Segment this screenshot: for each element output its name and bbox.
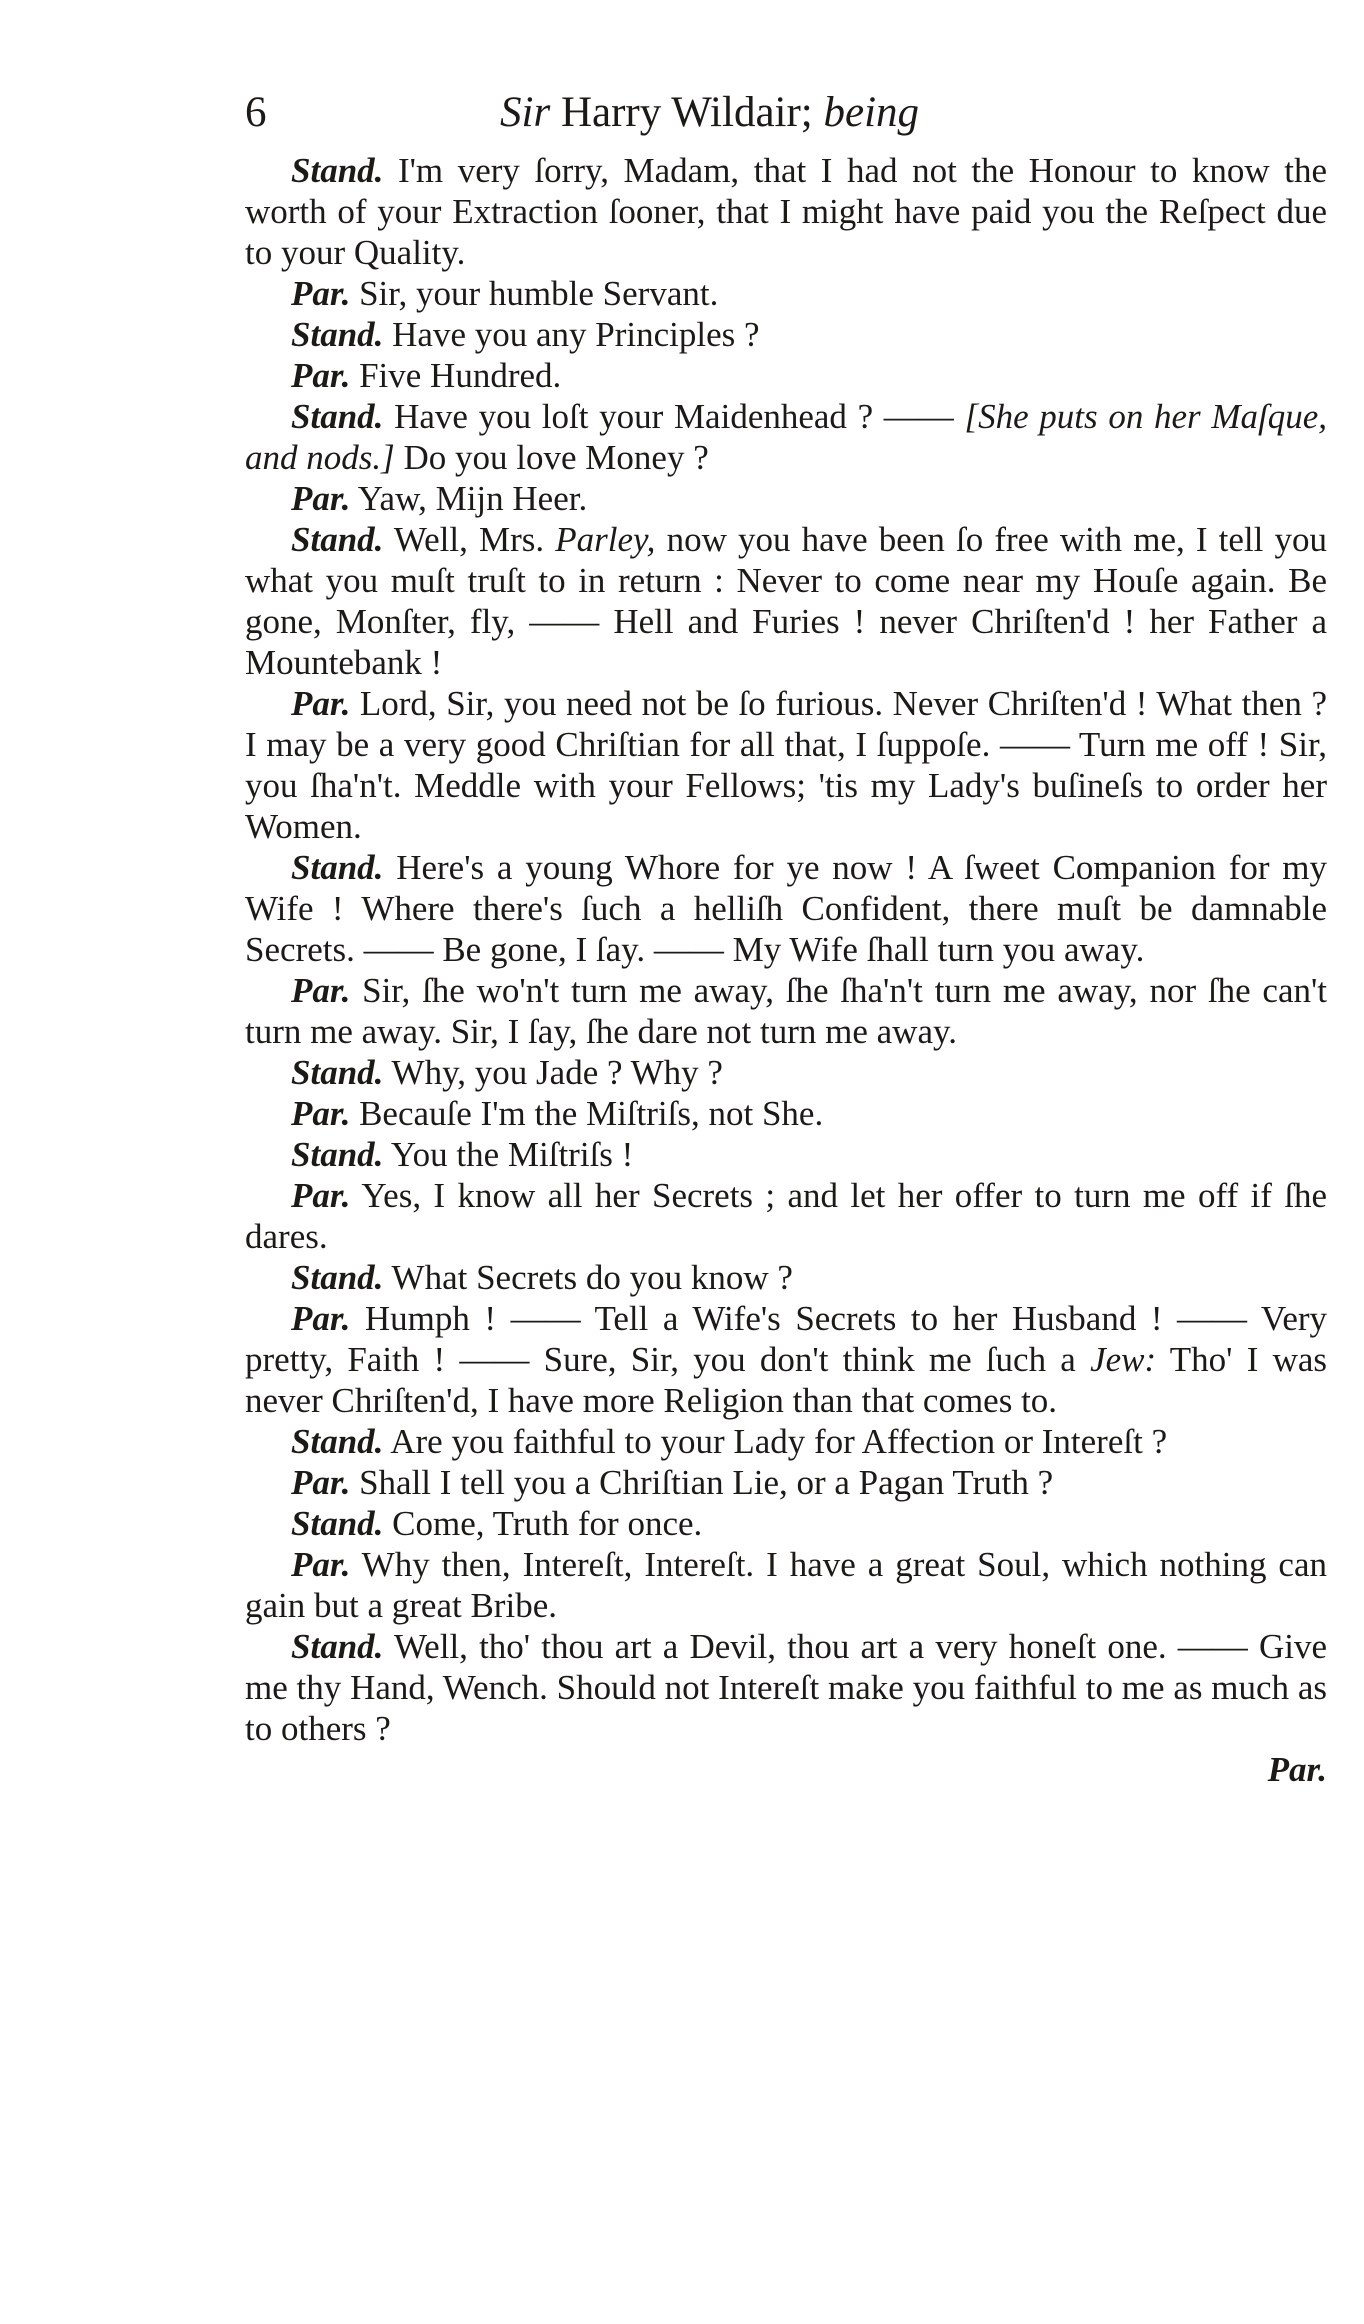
speaker-label: Par. — [291, 971, 351, 1010]
speech — [245, 273, 1327, 314]
running-title-name: Harry Wildair; — [560, 89, 813, 136]
speech-text: Yes, I know all her Secrets ; and let her offer to turn me off if ſhe dares. — [245, 1176, 1327, 1256]
speaker-label: Par. — [291, 1176, 351, 1215]
speaker-label: Stand. — [291, 151, 384, 190]
speech — [245, 1462, 1327, 1503]
speaker-label: Par. — [291, 1545, 351, 1584]
speaker-label: Stand. — [291, 848, 384, 887]
catchword: Par. — [1267, 1750, 1327, 1789]
speech — [245, 396, 1327, 478]
speech-text: Are you faithful to your Lady for Affection or Intereſt ? — [390, 1422, 1168, 1461]
speech — [245, 970, 1327, 1052]
speaker-label: Stand. — [291, 1135, 384, 1174]
speech-text: I'm very ſorry, Madam, that I had not the Honour to know the worth of your Extraction ſooner, that I might have paid you the Reſpect due to your Quality. — [245, 151, 1328, 272]
speech-text: Have you any Principles ? — [392, 315, 760, 354]
speech-text: Come, Truth for once. — [392, 1504, 703, 1543]
speech — [245, 478, 1327, 519]
speech-text: Lord, Sir, you need not be ſo furious. Never Chriſten'd ! What then ? I may be a very good Chriſtian for all that, I ſuppoſe. —— Turn me off ! Sir, you ſha'n't. Meddle with your Fellows; 'tis my Lady's buſineſs to order her Women. — [245, 684, 1327, 846]
speech — [245, 1134, 1327, 1175]
speech — [245, 1257, 1327, 1298]
speech — [245, 1626, 1327, 1749]
speech — [245, 847, 1327, 970]
speaker-label: Par. — [291, 274, 351, 313]
character-name: Jew: — [1090, 1340, 1157, 1379]
speaker-label: Par. — [291, 356, 351, 395]
speech — [245, 150, 1327, 273]
speech-text: Why then, Intereſt, Intereſt. I have a great Soul, which nothing can gain but a great Bribe. — [245, 1545, 1327, 1625]
speech-text: What Secrets do you know ? — [391, 1258, 793, 1297]
running-head — [245, 76, 1332, 150]
speaker-label: Stand. — [291, 1627, 384, 1666]
speaker-label: Stand. — [291, 397, 384, 436]
speech-text: Why, you Jade ? Why ? — [391, 1053, 723, 1092]
speech-text: Shall I tell you a Chriſtian Lie, or a Pagan Truth ? — [359, 1463, 1054, 1502]
speech-text: Well, Mrs. — [393, 520, 545, 559]
speech — [245, 683, 1327, 847]
speech — [245, 1503, 1327, 1544]
speech — [245, 1093, 1327, 1134]
speaker-label: Stand. — [291, 1504, 384, 1543]
speech-text: Well, tho' thou art a Devil, thou art a very honeſt one. —— Give me thy Hand, Wench. Should not Intereſt make you faithful to me as much as to others ? — [245, 1627, 1328, 1748]
speech — [245, 1544, 1327, 1626]
speech-text-after: Tho' I was never Chriſten'd, I have more Religion than that comes to. — [245, 1340, 1328, 1420]
speech — [245, 519, 1327, 683]
speech — [245, 355, 1327, 396]
speech — [245, 1421, 1327, 1462]
stage-direction: [She puts on her Maſque, and nods.] — [245, 397, 1327, 477]
speaker-label: Stand. — [291, 520, 384, 559]
speech — [245, 314, 1327, 355]
speech-text: Sir, your humble Servant. — [359, 274, 719, 313]
speech-text: You the Miſtriſs ! — [390, 1135, 634, 1174]
running-title-sir: Sir — [500, 89, 551, 136]
speaker-label: Par. — [291, 1094, 351, 1133]
speaker-label: Stand. — [291, 1258, 384, 1297]
speech-text: Humph ! —— Tell a Wife's Secrets to her Husband ! —— Very pretty, Faith ! —— Sure, Sir, you don't think me ſuch a — [245, 1299, 1328, 1379]
speech-text: Five Hundred. — [359, 356, 562, 395]
character-name: Parley, — [555, 520, 656, 559]
speech-text: Yaw, Mijn Heer. — [357, 479, 588, 518]
speech-text: Becauſe I'm the Miſtriſs, not She. — [359, 1094, 824, 1133]
speaker-label: Par. — [291, 1463, 351, 1502]
speaker-label: Par. — [291, 684, 351, 723]
speech — [245, 1175, 1327, 1257]
speech — [245, 1052, 1327, 1093]
speech-text: Sir, ſhe wo'n't turn me away, ſhe ſha'n't turn me away, nor ſhe can't turn me away. Sir, I ſay, ſhe dare not turn me away. — [245, 971, 1328, 1051]
speech-text-after: Do you love Money ? — [403, 438, 709, 477]
page-number: 6 — [245, 89, 267, 136]
speaker-label: Par. — [291, 479, 351, 518]
running-title — [500, 76, 919, 150]
speaker-label: Par. — [291, 1299, 351, 1338]
speech-text: Here's a young Whore for ye now ! A ſweet Companion for my Wife ! Where there's ſuch a helliſh Confident, there muſt be damnable Secrets. —— Be gone, I ſay. —— My Wife ſhall turn you away. — [245, 848, 1328, 969]
running-title-being: being — [823, 89, 920, 136]
speaker-label: Stand. — [291, 315, 384, 354]
speech-text: Have you loſt your Maidenhead ? —— — [394, 397, 954, 436]
dialogue-text — [245, 150, 1327, 1749]
speech — [245, 1298, 1327, 1421]
speaker-label: Stand. — [291, 1053, 384, 1092]
speech-text-after: now you have been ſo free with me, I tell you what you muſt truſt to in return : Never to come near my Houſe again. Be gone, Monſter, fly, —— Hell and Furies ! never Chriſten'd ! her Father a Mountebank ! — [245, 520, 1327, 682]
speaker-label: Stand. — [291, 1422, 384, 1461]
